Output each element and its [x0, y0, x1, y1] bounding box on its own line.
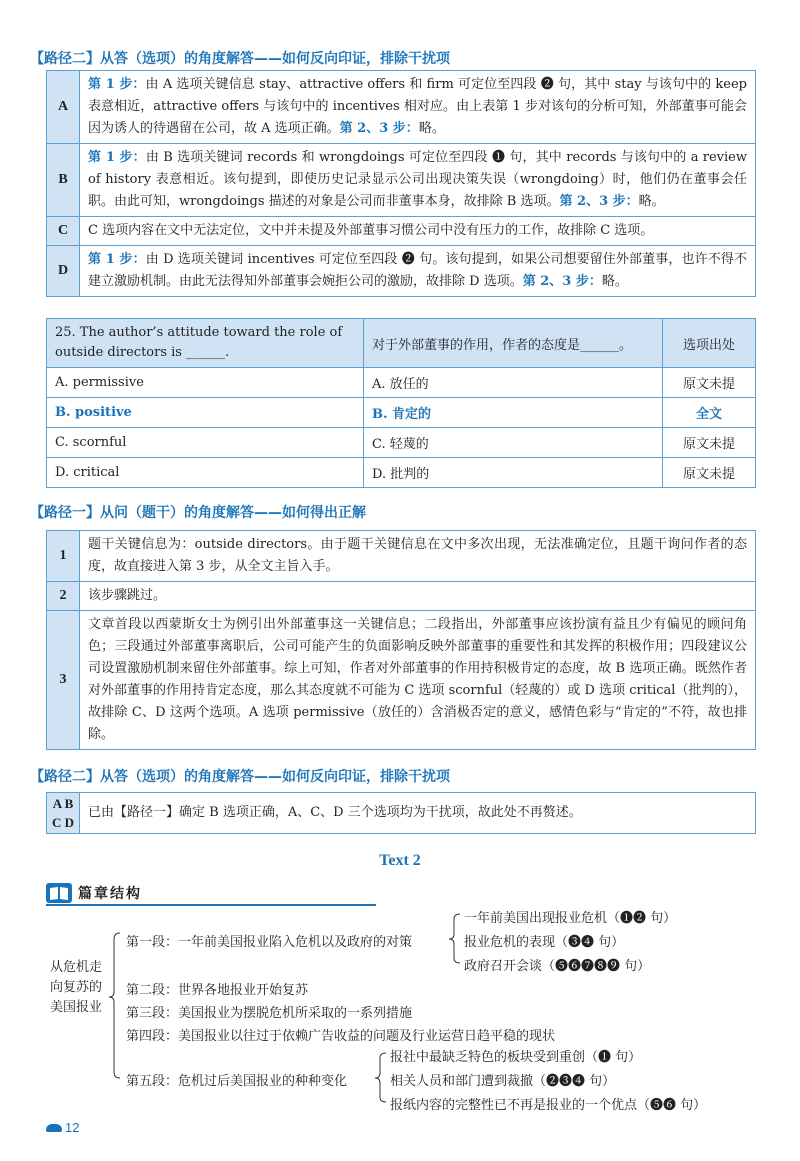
path2-heading-bottom: 【路径二】从答（选项）的角度解答——如何反向印证，排除干扰项: [30, 769, 450, 785]
step-marker: 第 2、3 步：: [339, 121, 419, 136]
para1-sub: 报业危机的表现（❸❹ 句）: [464, 935, 625, 950]
option-source: 原文未提: [663, 368, 756, 398]
option-en: A. permissive: [47, 368, 364, 398]
option-en: D. critical: [47, 458, 364, 488]
option-source: 原文未提: [663, 428, 756, 458]
para4-node: 第四段：美国报业以往过于依赖广告收益的问题及行业运营日趋平稳的现状: [126, 1029, 556, 1044]
para3-node: 第三段：美国报业为摆脱危机所采取的一系列措施: [126, 1006, 413, 1021]
analysis-text: 由 B 选项关键词 records 和 wrongdoings 可定位至四段 ❶ 句，其中 records 与该句中的 a review of history 表意相近。该句提到，即使历史记录显示公司出现决策失误（wrongdoing）时，他们仍在董事会任职。由此可知，wrongdoings 描述的对象是公司而非董事本身，故排除 B 选项。: [88, 150, 747, 209]
option-en: C. scornful: [47, 428, 364, 458]
structure-root: [50, 958, 102, 1018]
question-stem-en: 25. The author’s attitude toward the role of outside directors is ______.: [47, 319, 364, 368]
step-label: 3: [47, 611, 80, 750]
page-marker-icon: [46, 1124, 62, 1132]
step-label: 1: [47, 531, 80, 582]
option-label: B: [47, 144, 80, 217]
step-marker: 第 2、3 步：: [559, 194, 639, 209]
para1-sub: 一年前美国出现报业危机（❶❷ 句）: [464, 911, 677, 926]
option-en: B. positive: [47, 398, 364, 428]
root-line: 美国报业: [50, 1000, 103, 1015]
abcd-label-bottom: C D: [51, 815, 75, 830]
analysis-text: 由 A 选项关键信息 stay、attractive offers 和 firm 可定位至四段 ❷ 句，其中 stay 与该句中的 keep 表意相近，attractive offers 与该句中的 incentives 相对应。由上表第 1 步对该句的分析可知，外部董事可能会因为诱人的待遇留在公司，故 A 选项正确。: [88, 77, 747, 136]
option-cn: C. 轻蔑的: [364, 428, 663, 458]
path1-heading: 【路径一】从问（题干）的角度解答——如何得出正解: [30, 505, 366, 521]
analysis-text: 题干关键信息为：outside directors。由于题干关键信息在文中多次出现，无法准确定位，且题干询问作者的态度，故直接进入第 3 步，从全文主旨入手。: [88, 537, 747, 574]
step-marker: 第 1 步：: [88, 252, 146, 267]
option-label: D: [47, 246, 80, 297]
root-line: 向复苏的: [50, 980, 103, 995]
option-cn: B. 肯定的: [364, 398, 663, 428]
option-cn: A. 放任的: [364, 368, 663, 398]
page-number: [46, 1120, 79, 1135]
para5-sub: 报纸内容的完整性已不再是报业的一个优点（❺❻ 句）: [390, 1098, 707, 1113]
para1-sub: 政府召开会谈（❺❻❼❽❾ 句）: [464, 959, 651, 974]
analysis-text: 该步骤跳过。: [88, 588, 167, 603]
abcd-text: 已由【路径一】确定 B 选项正确，A、C、D 三个选项均为干扰项，故此处不再赘述。: [80, 793, 756, 834]
root-line: 从危机走: [50, 960, 103, 975]
option-source: 原文未提: [663, 458, 756, 488]
step-marker: 第 2、3 步：: [522, 274, 602, 289]
analysis-text: 由 D 选项关键词 incentives 可定位至四段 ❷ 句。该句提到，如果公司想要留住外部董事，也许不得不建立激励机制。由此无法得知外部董事会婉拒公司的激励，故排除 D 选项。: [88, 252, 747, 289]
structure-badge-label: 篇章结构: [78, 886, 142, 902]
para5-node: 第五段：危机过后美国报业的种种变化: [126, 1074, 348, 1089]
para2-node: 第二段：世界各地报业开始复苏: [126, 983, 309, 998]
option-label: A: [47, 71, 80, 144]
analysis-text: 略。: [418, 121, 445, 136]
para5-sub: 报社中最缺乏特色的板块受到重创（❶ 句）: [390, 1050, 642, 1065]
analysis-text: 文章首段以西蒙斯女士为例引出外部董事这一关键信息；二段指出，外部董事应该扮演有益且少有偏见的顾问角色；三段通过外部董事离职后，公司可能产生的负面影响反映外部董事的重要性和其发挥的积极作用；四段建议公司设置激励机制来留住外部董事。综上可知，作者对外部董事的作用持积极肯定的态度，故 B 选项正确。既然作者对外部董事的作用持肯定态度，那么其态度就不可能为 C 选项 scornful（轻蔑的）或 D 选项 critical（批判的），故排除 C、D 这两个选项。A 选项 permissive（放任的）含消极否定的意义，感情色彩与“肯定的”不符，故也排除。: [88, 617, 747, 742]
option-source: 全文: [663, 398, 756, 428]
path2-heading-top: 【路径二】从答（选项）的角度解答——如何反向印证，排除干扰项: [30, 51, 450, 67]
para1-node: 第一段：一年前美国报业陷入危机以及政府的对策: [126, 935, 413, 950]
para5-sub: 相关人员和部门遭到裁撤（❷❸❹ 句）: [390, 1074, 616, 1089]
analysis-text: C 选项内容在文中无法定位，文中并未提及外部董事习惯公司中没有压力的工作，故排除 C 选项。: [88, 223, 654, 238]
step-label: 2: [47, 582, 80, 611]
option-cn: D. 批判的: [364, 458, 663, 488]
question-stem-cn: 对于外部董事的作用，作者的态度是______。: [364, 319, 663, 368]
text2-title: Text 2: [379, 852, 421, 869]
step-marker: 第 1 步：: [88, 77, 146, 92]
abcd-label-top: A B: [52, 796, 74, 811]
analysis-text: 略。: [638, 194, 665, 209]
page-number-text: 12: [65, 1120, 80, 1135]
analysis-text: 略。: [601, 274, 628, 289]
option-label: C: [47, 217, 80, 246]
step-marker: 第 1 步：: [88, 150, 146, 165]
source-column-header: 选项出处: [663, 319, 756, 368]
